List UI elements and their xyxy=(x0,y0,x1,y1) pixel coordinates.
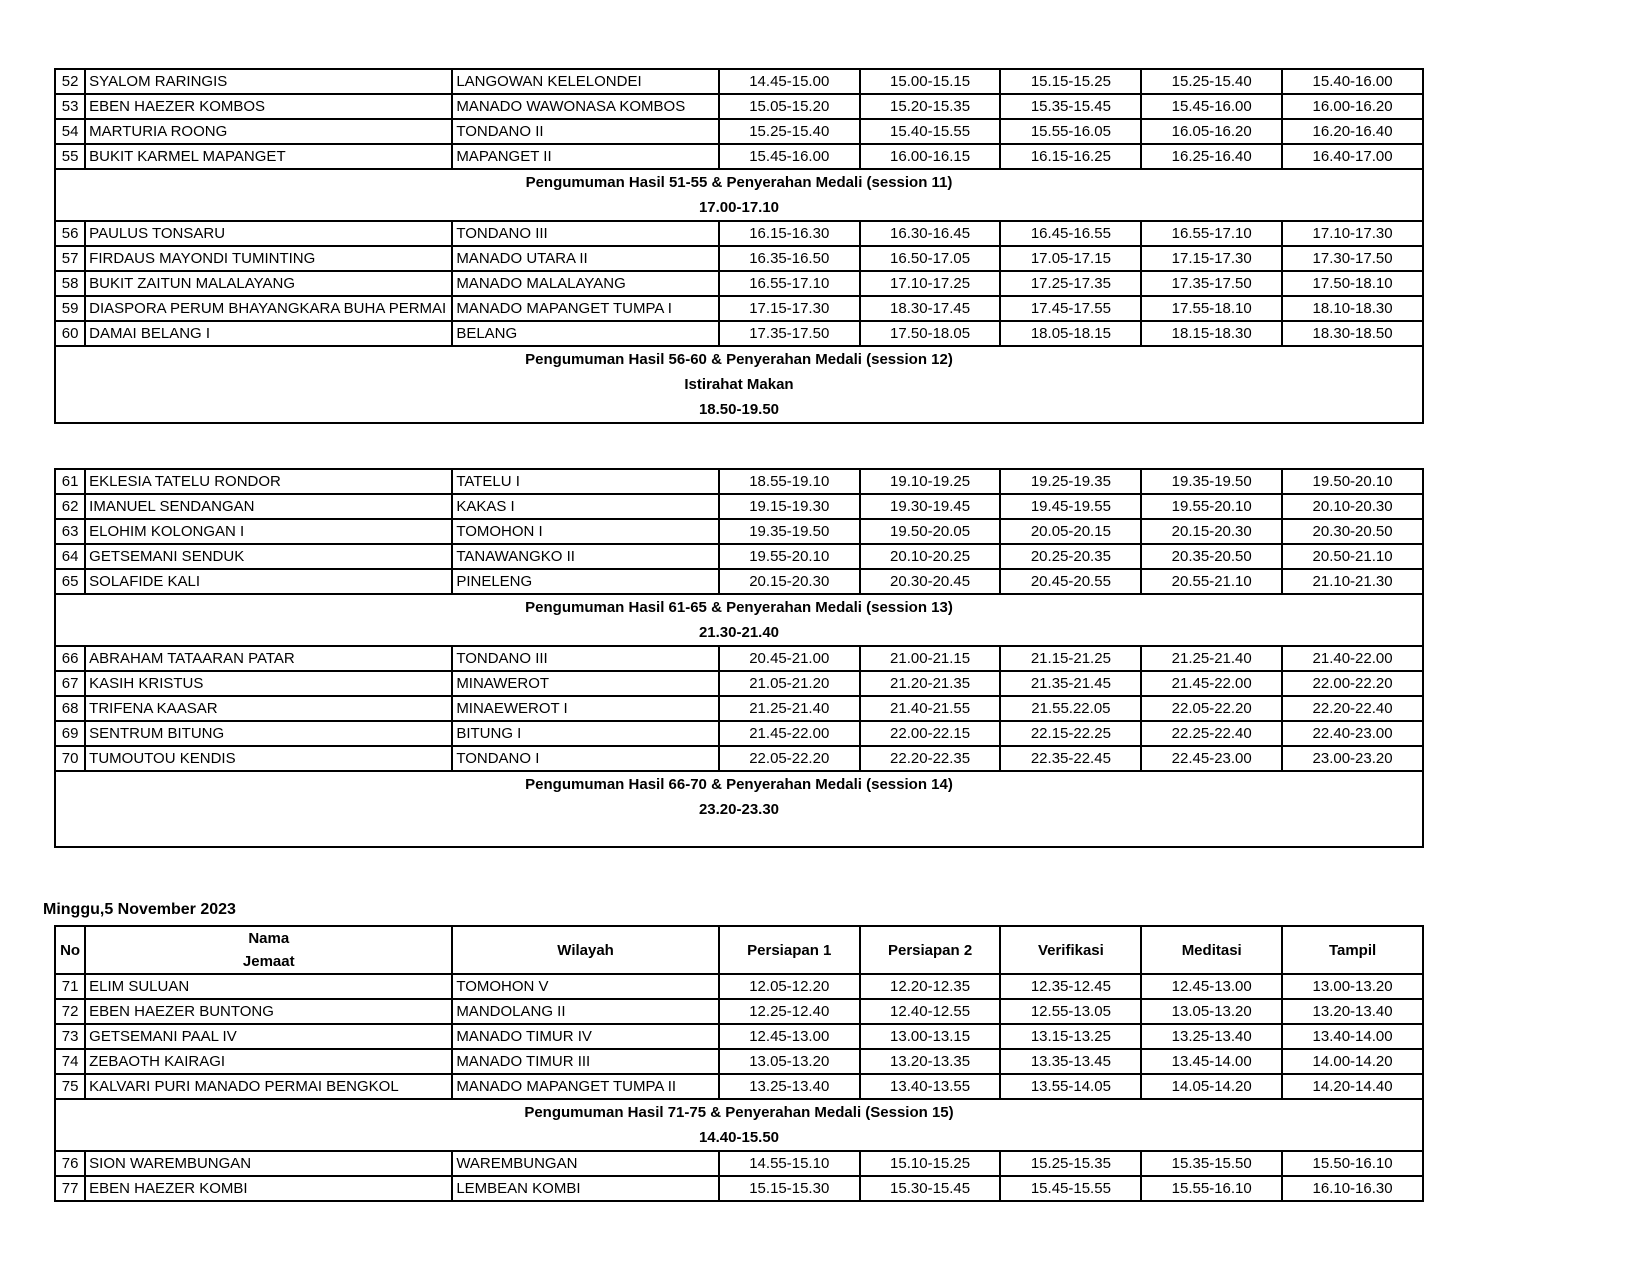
cell-meditasi: 13.45-14.00 xyxy=(1141,1049,1282,1074)
cell-wilayah: MANADO UTARA II xyxy=(452,246,719,271)
schedule-table-block2 xyxy=(54,468,1424,848)
cell-no: 66 xyxy=(55,646,85,671)
cell-nama: KASIH KRISTUS xyxy=(85,671,452,696)
cell-wilayah: TOMOHON V xyxy=(452,974,719,999)
cell-meditasi: 16.55-17.10 xyxy=(1141,221,1282,246)
cell-verifikasi: 22.15-22.25 xyxy=(1000,721,1141,746)
header-tampil: Tampil xyxy=(1282,926,1423,974)
cell-persiapan2: 19.10-19.25 xyxy=(860,469,1001,494)
cell-persiapan1: 13.25-13.40 xyxy=(719,1074,860,1099)
cell-wilayah: BITUNG I xyxy=(452,721,719,746)
cell-persiapan2: 15.20-15.35 xyxy=(860,94,1001,119)
cell-meditasi: 22.45-23.00 xyxy=(1141,746,1282,771)
cell-nama: GETSEMANI SENDUK xyxy=(85,544,452,569)
cell-persiapan2: 15.00-15.15 xyxy=(860,69,1001,94)
cell-verifikasi: 19.25-19.35 xyxy=(1000,469,1141,494)
cell-no: 76 xyxy=(55,1151,85,1176)
cell-no: 60 xyxy=(55,321,85,346)
announcement-row xyxy=(55,169,1423,221)
cell-verifikasi: 16.45-16.55 xyxy=(1000,221,1141,246)
cell-no: 72 xyxy=(55,999,85,1024)
cell-meditasi: 15.35-15.50 xyxy=(1141,1151,1282,1176)
cell-tampil: 23.00-23.20 xyxy=(1282,746,1423,771)
announcement-text: Pengumuman Hasil 61-65 & Penyerahan Medali (session 13) xyxy=(525,599,953,616)
cell-wilayah: TANAWANGKO II xyxy=(452,544,719,569)
announcement-text: Pengumuman Hasil 66-70 & Penyerahan Medali (session 14) xyxy=(525,776,953,793)
announcement-time: 14.40-15.50 xyxy=(698,1129,780,1146)
cell-no: 61 xyxy=(55,469,85,494)
table-row xyxy=(55,999,1423,1024)
table-row xyxy=(55,974,1423,999)
cell-persiapan1: 15.45-16.00 xyxy=(719,144,860,169)
cell-persiapan1: 19.35-19.50 xyxy=(719,519,860,544)
cell-persiapan1: 15.15-15.30 xyxy=(719,1176,860,1201)
cell-no: 63 xyxy=(55,519,85,544)
announcement-text: Pengumuman Hasil 56-60 & Penyerahan Medali (session 12) xyxy=(525,351,953,368)
cell-nama: MARTURIA ROONG xyxy=(85,119,452,144)
cell-nama: FIRDAUS MAYONDI TUMINTING xyxy=(85,246,452,271)
cell-verifikasi: 13.15-13.25 xyxy=(1000,1024,1141,1049)
cell-meditasi: 17.15-17.30 xyxy=(1141,246,1282,271)
cell-nama: EBEN HAEZER KOMBOS xyxy=(85,94,452,119)
cell-persiapan2: 19.50-20.05 xyxy=(860,519,1001,544)
cell-verifikasi: 16.15-16.25 xyxy=(1000,144,1141,169)
cell-meditasi: 18.15-18.30 xyxy=(1141,321,1282,346)
cell-wilayah: TONDANO I xyxy=(452,746,719,771)
cell-meditasi: 19.55-20.10 xyxy=(1141,494,1282,519)
cell-persiapan1: 15.05-15.20 xyxy=(719,94,860,119)
cell-verifikasi: 12.55-13.05 xyxy=(1000,999,1141,1024)
cell-verifikasi: 12.35-12.45 xyxy=(1000,974,1141,999)
table-row xyxy=(55,321,1423,346)
cell-persiapan2: 17.50-18.05 xyxy=(860,321,1001,346)
cell-persiapan1: 15.25-15.40 xyxy=(719,119,860,144)
table-row xyxy=(55,746,1423,771)
table-row xyxy=(55,69,1423,94)
cell-persiapan1: 16.15-16.30 xyxy=(719,221,860,246)
cell-wilayah: KAKAS I xyxy=(452,494,719,519)
cell-tampil: 19.50-20.10 xyxy=(1282,469,1423,494)
cell-tampil: 16.00-16.20 xyxy=(1282,94,1423,119)
cell-nama: BUKIT ZAITUN MALALAYANG xyxy=(85,271,452,296)
header-persiapan2: Persiapan 2 xyxy=(860,926,1001,974)
cell-nama: ABRAHAM TATAARAN PATAR xyxy=(85,646,452,671)
cell-persiapan1: 14.45-15.00 xyxy=(719,69,860,94)
header-no: No xyxy=(55,926,85,974)
cell-verifikasi: 17.45-17.55 xyxy=(1000,296,1141,321)
cell-meditasi: 13.05-13.20 xyxy=(1141,999,1282,1024)
announcement-time: 17.00-17.10 xyxy=(698,199,780,216)
cell-nama: EKLESIA TATELU RONDOR xyxy=(85,469,452,494)
cell-nama: DIASPORA PERUM BHAYANGKARA BUHA PERMAI xyxy=(85,296,452,321)
cell-wilayah: TONDANO III xyxy=(452,646,719,671)
cell-persiapan2: 16.30-16.45 xyxy=(860,221,1001,246)
cell-no: 69 xyxy=(55,721,85,746)
cell-nama: IMANUEL SENDANGAN xyxy=(85,494,452,519)
cell-no: 68 xyxy=(55,696,85,721)
cell-meditasi: 20.35-20.50 xyxy=(1141,544,1282,569)
cell-wilayah: TONDANO III xyxy=(452,221,719,246)
header-meditasi: Meditasi xyxy=(1141,926,1282,974)
cell-no: 73 xyxy=(55,1024,85,1049)
cell-tampil: 16.40-17.00 xyxy=(1282,144,1423,169)
cell-meditasi: 19.35-19.50 xyxy=(1141,469,1282,494)
cell-verifikasi: 22.35-22.45 xyxy=(1000,746,1141,771)
cell-persiapan1: 22.05-22.20 xyxy=(719,746,860,771)
cell-persiapan1: 12.05-12.20 xyxy=(719,974,860,999)
cell-nama: TUMOUTOU KENDIS xyxy=(85,746,452,771)
announcement-row xyxy=(55,771,1423,847)
cell-no: 74 xyxy=(55,1049,85,1074)
cell-wilayah: MINAEWEROT I xyxy=(452,696,719,721)
announcement-time: 23.20-23.30 xyxy=(698,801,780,818)
cell-meditasi: 21.25-21.40 xyxy=(1141,646,1282,671)
cell-wilayah: BELANG xyxy=(452,321,719,346)
table-row xyxy=(55,671,1423,696)
cell-verifikasi: 20.45-20.55 xyxy=(1000,569,1141,594)
header-wilayah: Wilayah xyxy=(452,926,719,974)
cell-meditasi: 16.05-16.20 xyxy=(1141,119,1282,144)
table-row xyxy=(55,144,1423,169)
cell-persiapan2: 16.50-17.05 xyxy=(860,246,1001,271)
table-row xyxy=(55,544,1423,569)
cell-persiapan1: 16.55-17.10 xyxy=(719,271,860,296)
cell-persiapan2: 21.20-21.35 xyxy=(860,671,1001,696)
cell-persiapan1: 21.45-22.00 xyxy=(719,721,860,746)
announcement-row xyxy=(55,1099,1423,1151)
cell-nama: ELOHIM KOLONGAN I xyxy=(85,519,452,544)
cell-no: 56 xyxy=(55,221,85,246)
cell-tampil: 20.50-21.10 xyxy=(1282,544,1423,569)
cell-wilayah: LANGOWAN KELELONDEI xyxy=(452,69,719,94)
cell-no: 70 xyxy=(55,746,85,771)
cell-verifikasi: 15.15-15.25 xyxy=(1000,69,1141,94)
cell-nama: SOLAFIDE KALI xyxy=(85,569,452,594)
cell-persiapan2: 15.10-15.25 xyxy=(860,1151,1001,1176)
cell-meditasi: 12.45-13.00 xyxy=(1141,974,1282,999)
cell-persiapan1: 19.15-19.30 xyxy=(719,494,860,519)
cell-verifikasi: 18.05-18.15 xyxy=(1000,321,1141,346)
cell-no: 75 xyxy=(55,1074,85,1099)
cell-nama: EBEN HAEZER BUNTONG xyxy=(85,999,452,1024)
cell-persiapan2: 22.00-22.15 xyxy=(860,721,1001,746)
cell-persiapan1: 12.25-12.40 xyxy=(719,999,860,1024)
cell-verifikasi: 20.25-20.35 xyxy=(1000,544,1141,569)
cell-nama: SYALOM RARINGIS xyxy=(85,69,452,94)
cell-meditasi: 20.55-21.10 xyxy=(1141,569,1282,594)
cell-nama: TRIFENA KAASAR xyxy=(85,696,452,721)
cell-tampil: 15.50-16.10 xyxy=(1282,1151,1423,1176)
cell-tampil: 13.00-13.20 xyxy=(1282,974,1423,999)
announcement-time: 18.50-19.50 xyxy=(698,401,780,418)
cell-persiapan2: 20.30-20.45 xyxy=(860,569,1001,594)
cell-persiapan1: 12.45-13.00 xyxy=(719,1024,860,1049)
cell-persiapan1: 19.55-20.10 xyxy=(719,544,860,569)
cell-meditasi: 22.25-22.40 xyxy=(1141,721,1282,746)
cell-no: 57 xyxy=(55,246,85,271)
cell-verifikasi: 13.55-14.05 xyxy=(1000,1074,1141,1099)
cell-persiapan2: 21.00-21.15 xyxy=(860,646,1001,671)
cell-persiapan2: 13.20-13.35 xyxy=(860,1049,1001,1074)
cell-persiapan1: 13.05-13.20 xyxy=(719,1049,860,1074)
table-row xyxy=(55,1176,1423,1201)
cell-persiapan2: 18.30-17.45 xyxy=(860,296,1001,321)
announcement-text: Pengumuman Hasil 51-55 & Penyerahan Medali (session 11) xyxy=(525,174,953,191)
header-nama-line2: Jemaat xyxy=(242,953,295,970)
cell-nama: DAMAI BELANG I xyxy=(85,321,452,346)
cell-persiapan2: 21.40-21.55 xyxy=(860,696,1001,721)
table-row xyxy=(55,519,1423,544)
cell-nama: KALVARI PURI MANADO PERMAI BENGKOL xyxy=(85,1074,452,1099)
cell-tampil: 13.40-14.00 xyxy=(1282,1024,1423,1049)
cell-tampil: 13.20-13.40 xyxy=(1282,999,1423,1024)
header-nama xyxy=(85,926,452,974)
cell-wilayah: TATELU I xyxy=(452,469,719,494)
table-header-row xyxy=(55,926,1423,974)
cell-nama: GETSEMANI PAAL IV xyxy=(85,1024,452,1049)
cell-persiapan1: 21.25-21.40 xyxy=(719,696,860,721)
table-row xyxy=(55,271,1423,296)
cell-verifikasi: 21.35-21.45 xyxy=(1000,671,1141,696)
cell-persiapan1: 20.45-21.00 xyxy=(719,646,860,671)
cell-meditasi: 14.05-14.20 xyxy=(1141,1074,1282,1099)
cell-persiapan2: 19.30-19.45 xyxy=(860,494,1001,519)
cell-wilayah: MANADO MALALAYANG xyxy=(452,271,719,296)
cell-wilayah: MANADO MAPANGET TUMPA I xyxy=(452,296,719,321)
cell-nama: BUKIT KARMEL MAPANGET xyxy=(85,144,452,169)
cell-nama: ELIM SULUAN xyxy=(85,974,452,999)
cell-verifikasi: 15.25-15.35 xyxy=(1000,1151,1141,1176)
cell-tampil: 14.20-14.40 xyxy=(1282,1074,1423,1099)
cell-persiapan2: 22.20-22.35 xyxy=(860,746,1001,771)
cell-no: 54 xyxy=(55,119,85,144)
cell-tampil: 22.20-22.40 xyxy=(1282,696,1423,721)
cell-wilayah: MAPANGET II xyxy=(452,144,719,169)
announcement-text: Pengumuman Hasil 71-75 & Penyerahan Medali (Session 15) xyxy=(524,1104,954,1121)
cell-persiapan1: 16.35-16.50 xyxy=(719,246,860,271)
cell-tampil: 21.10-21.30 xyxy=(1282,569,1423,594)
cell-persiapan2: 15.40-15.55 xyxy=(860,119,1001,144)
cell-wilayah: MANADO WAWONASA KOMBOS xyxy=(452,94,719,119)
table-row xyxy=(55,696,1423,721)
break-text: Istirahat Makan xyxy=(684,376,794,393)
cell-verifikasi: 17.25-17.35 xyxy=(1000,271,1141,296)
cell-nama: PAULUS TONSARU xyxy=(85,221,452,246)
cell-persiapan2: 20.10-20.25 xyxy=(860,544,1001,569)
cell-persiapan2: 12.40-12.55 xyxy=(860,999,1001,1024)
cell-meditasi: 16.25-16.40 xyxy=(1141,144,1282,169)
cell-no: 58 xyxy=(55,271,85,296)
cell-persiapan1: 14.55-15.10 xyxy=(719,1151,860,1176)
table-row xyxy=(55,1074,1423,1099)
cell-no: 67 xyxy=(55,671,85,696)
table-row xyxy=(55,1049,1423,1074)
cell-wilayah: MINAWEROT xyxy=(452,671,719,696)
cell-persiapan2: 17.10-17.25 xyxy=(860,271,1001,296)
table-row xyxy=(55,94,1423,119)
cell-wilayah: MANDOLANG II xyxy=(452,999,719,1024)
table-row xyxy=(55,296,1423,321)
table-row xyxy=(55,1024,1423,1049)
cell-persiapan2: 15.30-15.45 xyxy=(860,1176,1001,1201)
announcement-time: 21.30-21.40 xyxy=(698,624,780,641)
cell-wilayah: MANADO MAPANGET TUMPA II xyxy=(452,1074,719,1099)
cell-nama: EBEN HAEZER KOMBI xyxy=(85,1176,452,1201)
cell-no: 71 xyxy=(55,974,85,999)
header-nama-line1: Nama xyxy=(248,930,290,947)
table-row xyxy=(55,469,1423,494)
cell-tampil: 17.10-17.30 xyxy=(1282,221,1423,246)
cell-verifikasi: 17.05-17.15 xyxy=(1000,246,1141,271)
cell-no: 52 xyxy=(55,69,85,94)
cell-persiapan2: 13.00-13.15 xyxy=(860,1024,1001,1049)
cell-tampil: 15.40-16.00 xyxy=(1282,69,1423,94)
cell-persiapan1: 21.05-21.20 xyxy=(719,671,860,696)
header-persiapan1: Persiapan 1 xyxy=(719,926,860,974)
table-row xyxy=(55,119,1423,144)
cell-no: 77 xyxy=(55,1176,85,1201)
schedule-table-block3 xyxy=(54,925,1424,1202)
cell-persiapan2: 16.00-16.15 xyxy=(860,144,1001,169)
cell-verifikasi: 15.45-15.55 xyxy=(1000,1176,1141,1201)
schedule-table-block1 xyxy=(54,68,1424,424)
cell-tampil: 22.40-23.00 xyxy=(1282,721,1423,746)
cell-tampil: 17.50-18.10 xyxy=(1282,271,1423,296)
cell-wilayah: WAREMBUNGAN xyxy=(452,1151,719,1176)
table-row xyxy=(55,569,1423,594)
announcement-row xyxy=(55,346,1423,423)
table-row xyxy=(55,646,1423,671)
cell-tampil: 16.10-16.30 xyxy=(1282,1176,1423,1201)
cell-meditasi: 15.25-15.40 xyxy=(1141,69,1282,94)
cell-nama: ZEBAOTH KAIRAGI xyxy=(85,1049,452,1074)
cell-tampil: 22.00-22.20 xyxy=(1282,671,1423,696)
cell-persiapan1: 17.15-17.30 xyxy=(719,296,860,321)
cell-tampil: 18.30-18.50 xyxy=(1282,321,1423,346)
cell-nama: SENTRUM BITUNG xyxy=(85,721,452,746)
table-row xyxy=(55,1151,1423,1176)
cell-persiapan1: 17.35-17.50 xyxy=(719,321,860,346)
cell-wilayah: TONDANO II xyxy=(452,119,719,144)
cell-no: 59 xyxy=(55,296,85,321)
cell-tampil: 18.10-18.30 xyxy=(1282,296,1423,321)
cell-verifikasi: 21.15-21.25 xyxy=(1000,646,1141,671)
cell-meditasi: 17.55-18.10 xyxy=(1141,296,1282,321)
cell-verifikasi: 15.55-16.05 xyxy=(1000,119,1141,144)
table-row xyxy=(55,221,1423,246)
cell-tampil: 16.20-16.40 xyxy=(1282,119,1423,144)
cell-tampil: 20.30-20.50 xyxy=(1282,519,1423,544)
cell-wilayah: LEMBEAN KOMBI xyxy=(452,1176,719,1201)
cell-persiapan2: 12.20-12.35 xyxy=(860,974,1001,999)
cell-no: 53 xyxy=(55,94,85,119)
cell-meditasi: 13.25-13.40 xyxy=(1141,1024,1282,1049)
table-row xyxy=(55,246,1423,271)
cell-verifikasi: 13.35-13.45 xyxy=(1000,1049,1141,1074)
cell-nama: SION WAREMBUNGAN xyxy=(85,1151,452,1176)
cell-persiapan1: 18.55-19.10 xyxy=(719,469,860,494)
day-title: Minggu,5 November 2023 xyxy=(43,901,236,918)
cell-meditasi: 20.15-20.30 xyxy=(1141,519,1282,544)
cell-tampil: 20.10-20.30 xyxy=(1282,494,1423,519)
cell-no: 64 xyxy=(55,544,85,569)
cell-tampil: 14.00-14.20 xyxy=(1282,1049,1423,1074)
cell-no: 65 xyxy=(55,569,85,594)
cell-meditasi: 15.55-16.10 xyxy=(1141,1176,1282,1201)
cell-tampil: 21.40-22.00 xyxy=(1282,646,1423,671)
cell-no: 55 xyxy=(55,144,85,169)
cell-wilayah: PINELENG xyxy=(452,569,719,594)
cell-meditasi: 22.05-22.20 xyxy=(1141,696,1282,721)
cell-wilayah: TOMOHON I xyxy=(452,519,719,544)
cell-verifikasi: 19.45-19.55 xyxy=(1000,494,1141,519)
cell-verifikasi: 21.55.22.05 xyxy=(1000,696,1141,721)
cell-persiapan1: 20.15-20.30 xyxy=(719,569,860,594)
table-row xyxy=(55,494,1423,519)
header-verifikasi: Verifikasi xyxy=(1000,926,1141,974)
cell-tampil: 17.30-17.50 xyxy=(1282,246,1423,271)
cell-wilayah: MANADO TIMUR IV xyxy=(452,1024,719,1049)
table-row xyxy=(55,721,1423,746)
cell-meditasi: 17.35-17.50 xyxy=(1141,271,1282,296)
cell-wilayah: MANADO TIMUR III xyxy=(452,1049,719,1074)
announcement-row xyxy=(55,594,1423,646)
cell-no: 62 xyxy=(55,494,85,519)
cell-verifikasi: 15.35-15.45 xyxy=(1000,94,1141,119)
cell-meditasi: 21.45-22.00 xyxy=(1141,671,1282,696)
cell-meditasi: 15.45-16.00 xyxy=(1141,94,1282,119)
cell-persiapan2: 13.40-13.55 xyxy=(860,1074,1001,1099)
cell-verifikasi: 20.05-20.15 xyxy=(1000,519,1141,544)
